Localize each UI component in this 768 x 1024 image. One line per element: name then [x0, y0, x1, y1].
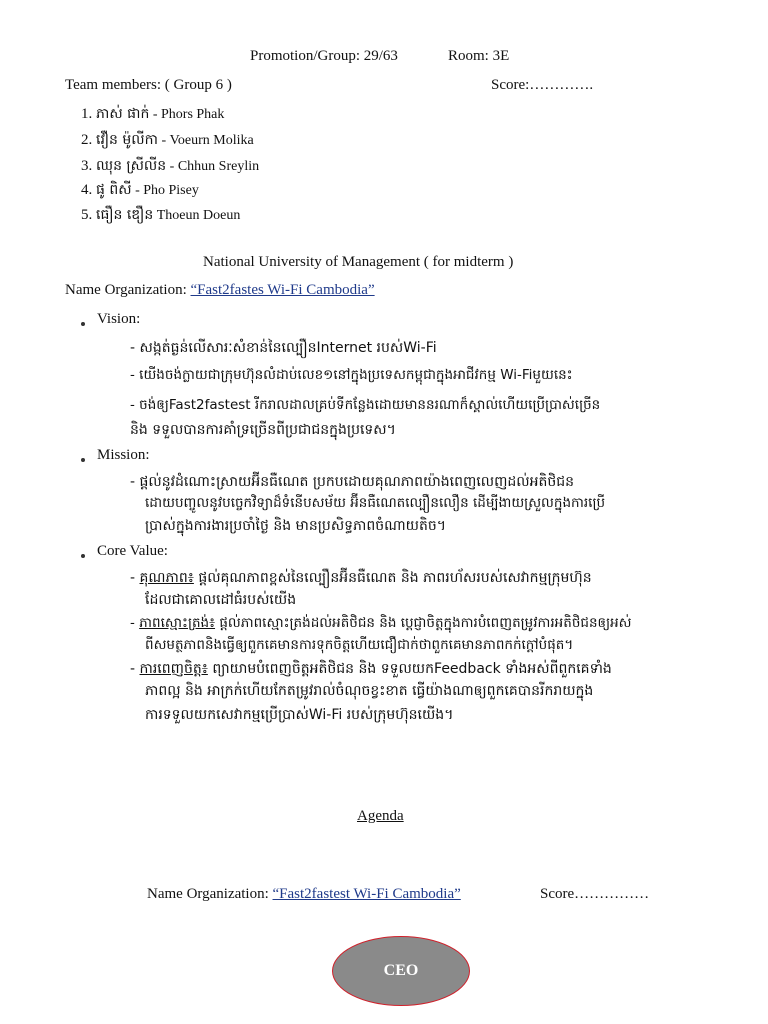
member-number: 1. [81, 106, 93, 122]
core-value-text: ព្យាយាមបំពេញចិត្តអតិថិជន និង ទទួលយកFeedback ទាំងអស់ពីពួកគេទាំង [207, 661, 612, 677]
organization-label: Name Organization: [65, 282, 191, 298]
vision-bullet [81, 322, 85, 326]
member-name-khmer: ធឿន ឌឿន [96, 207, 154, 223]
core-value-item: - ការពេញចិត្ត៖ ព្យាយាមបំពេញចិត្តអតិថិជន និង ទទួលយកFeedback ទាំងអស់ពីពួកគេទាំង [130, 661, 612, 677]
university-title: National University of Management ( for midterm ) [203, 254, 514, 270]
member-number: 4. [81, 182, 93, 198]
member-item [81, 130, 254, 151]
core-value-text: ផ្តល់គុណភាពខ្ពស់នៃល្បឿនអ៊ីនធឺណេត និង ភាពរហ័សរបស់សេវាកម្មក្រុមហ៊ុន [193, 570, 592, 586]
mission-bullet [81, 458, 85, 462]
core-value-title: Core Value: [97, 543, 168, 559]
member-item [81, 156, 259, 177]
promotion-group: Promotion/Group: 29/63 [250, 48, 398, 64]
vision-item-continued: និង ទទួលបានការគាំទ្រច្រើនពីប្រជាជនក្នុងប្រទេស។ [130, 422, 396, 438]
vision-item: - យើងចង់ក្លាយជាក្រុមហ៊ុនលំដាប់លេខ១នៅក្នុងប្រទេសកម្ពុជាក្នុងអាជីវកម្ម Wi-Fiមួយនេះ [130, 367, 573, 383]
core-value-bullet [81, 554, 85, 558]
member-name-khmer: ផូ ពិសី [96, 182, 132, 198]
member-item [81, 205, 240, 226]
organization-line [65, 282, 375, 299]
core-value-term: ការពេញចិត្ត៖ [139, 661, 208, 677]
score-top: Score:…………. [491, 77, 594, 93]
member-name-khmer: ភាស់ ផាក់ [96, 106, 150, 122]
member-name-latin: - Phors Phak [149, 107, 225, 122]
team-members-label: Team members: ( Group 6 ) [65, 77, 232, 93]
ceo-label: CEO [383, 962, 419, 979]
member-name-khmer: វឿន ម៉ូលីកា [96, 132, 158, 148]
footer-organization-name-link[interactable]: “Fast2fastest Wi-Fi Cambodia” [272, 886, 461, 902]
vision-title: Vision: [97, 311, 141, 327]
member-name-latin: - Chhun Sreylin [166, 159, 260, 174]
core-value-text-continued: ការទទួលយកសេវាកម្មប្រើប្រាស់Wi-Fi របស់ក្រុមហ៊ុនយើង។ [145, 707, 454, 723]
core-value-text-continued: ដែលជាគោលដៅធំរបស់យើង [145, 592, 297, 608]
vision-item: - ចង់ឲ្យFast2fastest រីករាលដាលគ្រប់ទីកន្លែងដោយមាននរណាក៏ស្គាល់ហើយប្រើប្រាស់ច្រើន [130, 397, 601, 413]
mission-line: ប្រាស់ក្នុងការងារប្រចាំថ្ងៃ និង មានប្រសិទ្ធភាពចំណាយតិច។ [145, 518, 446, 534]
vision-item: - សង្កត់ធ្ងន់លើសារៈសំខាន់នៃល្បឿនInternet របស់Wi-Fi [130, 340, 437, 356]
member-number: 5. [81, 207, 93, 223]
member-item [81, 104, 224, 125]
agenda-heading: Agenda [357, 808, 404, 824]
footer-score: Score…………… [540, 886, 650, 902]
member-name-latin: Thoeun Doeun [153, 208, 241, 223]
core-value-item: - ភាពស្មោះត្រង់៖ ផ្តល់ភាពស្មោះត្រង់ដល់អតិថិជន និង ប្តេជ្ញាចិត្តក្នុងការបំពេញតម្រូវការអតិថិជនឲ្យអស់ [130, 615, 632, 631]
mission-title: Mission: [97, 447, 150, 463]
room: Room: 3E [448, 48, 510, 64]
member-name-latin: - Voeurn Molika [157, 133, 254, 148]
member-name-khmer: ឈុន ស្រីលីន [96, 158, 167, 174]
mission-line: ដោយបញ្ចូលនូវបច្ចេកវិទ្យាដ៏ទំនើបសម័យ អ៊ីនធឺណេតល្បឿនលឿន ដើម្បីងាយស្រួលក្នុងការប្រើ [145, 495, 606, 511]
organization-name-link[interactable]: “Fast2fastes Wi-Fi Cambodia” [190, 282, 375, 298]
core-value-text: ផ្តល់ភាពស្មោះត្រង់ដល់អតិថិជន និង ប្តេជ្ញាចិត្តក្នុងការបំពេញតម្រូវការអតិថិជនឲ្យអស់ [215, 615, 632, 631]
member-number: 2. [81, 132, 93, 148]
footer-organization-label: Name Organization: [147, 886, 273, 902]
core-value-term: គុណភាព៖ [139, 570, 194, 586]
core-value-item: - គុណភាព៖ ផ្តល់គុណភាពខ្ពស់នៃល្បឿនអ៊ីនធឺណេត និង ភាពរហ័សរបស់សេវាកម្មក្រុមហ៊ុន [130, 570, 592, 586]
member-number: 3. [81, 158, 93, 174]
footer-organization-line [147, 886, 461, 903]
mission-line: - ផ្តល់នូវដំណោះស្រាយអ៊ីនធឺណេត ប្រកបដោយគុណភាពយ៉ាងពេញលេញដល់អតិថិជន [130, 474, 575, 490]
core-value-text-continued: ពីសមត្ថភាពនិងធ្វើឲ្យពួកគេមានការទុកចិត្តហើយជឿជាក់ថាពួកគេមានភាពកក់ក្តៅបំផុត។ [145, 637, 574, 653]
ceo-node [332, 936, 470, 1006]
core-value-text-continued: ភាពល្អ និង អាក្រក់ហើយកែតម្រូវរាល់ចំណុចខ្វះខាត ធ្វើយ៉ាងណាឲ្យពួកគេបានរីករាយក្នុង [145, 683, 594, 699]
core-value-term: ភាពស្មោះត្រង់៖ [139, 615, 216, 631]
member-name-latin: - Pho Pisey [131, 183, 199, 198]
member-item [81, 180, 199, 201]
